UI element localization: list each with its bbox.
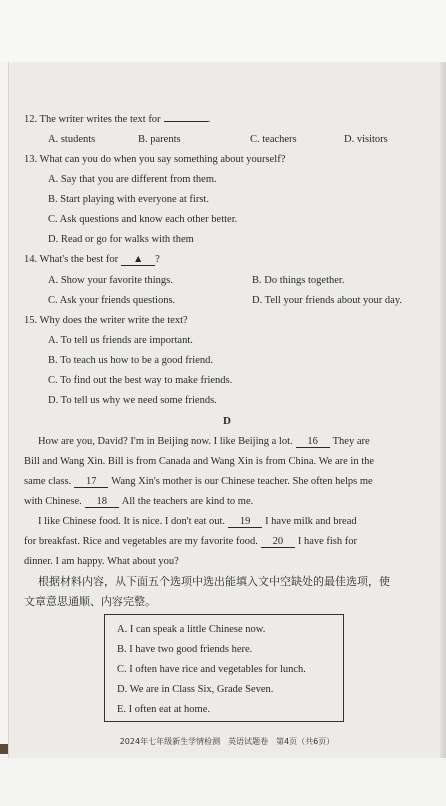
section-heading: D (223, 415, 231, 427)
passage-line: Bill and Wang Xin. Bill is from Canada and Wang Xin is from China. We are in the (24, 456, 375, 467)
blank-18: 18 (85, 496, 119, 508)
exam-page (8, 62, 446, 758)
option: A. Show your favorite things. (48, 275, 173, 286)
options-box (104, 614, 344, 722)
top-margin (0, 0, 446, 62)
option: C. Ask your friends questions. (48, 295, 176, 306)
question-13: 13. What can you do when you say something about yourself? (24, 154, 286, 165)
passage-line: How are you, David? I'm in Beijing now. I like Beijing a lot. 16 They are (38, 436, 370, 447)
box-option-c: C. I often have rice and vegetables for lunch. (117, 664, 306, 675)
page-edge (440, 62, 446, 758)
option: B. To teach us how to be a good friend. (48, 355, 213, 366)
question-mark: ? (155, 254, 160, 265)
option: D. visitors (344, 134, 388, 145)
option: C. Ask questions and know each other better. (48, 214, 238, 225)
passage-line: for breakfast. Rice and vegetables are my favorite food. 20 I have fish for (24, 536, 358, 547)
blank-17: 17 (74, 476, 108, 488)
instruction-text: 根据材料内容，从下面五个选项中选出能填入文中空缺处的最佳选项，使 (38, 575, 390, 588)
question-15: 15. Why does the writer write the text? (24, 315, 188, 326)
question-14 (24, 253, 160, 266)
option: B. Do things together. (252, 275, 345, 286)
box-option-d: D. We are in Class Six, Grade Seven. (117, 684, 274, 695)
option: D. To tell us why we need some friends. (48, 395, 217, 406)
question-stem: 14. What's the best for (24, 254, 119, 265)
instruction-text: 文章意思通顺、内容完整。 (24, 595, 156, 608)
option: C. teachers (250, 134, 297, 145)
option: A. Say that you are different from them. (48, 174, 217, 185)
blank-20: 20 (261, 536, 295, 548)
passage-line: dinner. I am happy. What about you? (24, 556, 179, 567)
box-option-e: E. I often eat at home. (117, 704, 211, 715)
option: D. Read or go for walks with them (48, 234, 194, 245)
box-option-a: A. I can speak a little Chinese now. (117, 624, 266, 635)
page-footer: 2024年七年级新生学情检测 英语试题卷 第4页（共6页） (119, 737, 335, 746)
triangle-blank: ▲ (121, 254, 155, 266)
option: A. To tell us friends are important. (48, 335, 193, 346)
blank-19: 19 (228, 516, 262, 528)
bottom-margin (0, 758, 446, 806)
question-stem: 12. The writer writes the text for (24, 114, 161, 125)
option: B. parents (138, 134, 181, 145)
passage-line: with Chinese. 18 All the teachers are kind to me. (24, 496, 254, 507)
option: D. Tell your friends about your day. (252, 295, 403, 306)
passage-line: I like Chinese food. It is nice. I don't eat out. 19 I have milk and bread (38, 516, 357, 527)
option: B. Start playing with everyone at first. (48, 194, 209, 205)
answer-blank (164, 112, 208, 122)
box-option-b: B. I have two good friends here. (117, 644, 253, 655)
option: A. students (48, 134, 96, 145)
blank-16: 16 (296, 436, 330, 448)
question-12: 12. The writer writes the text for . (24, 114, 211, 125)
passage-line: same class. 17 Wang Xin's mother is our Chinese teacher. She often helps me (24, 476, 373, 487)
option: C. To find out the best way to make friends. (48, 375, 233, 386)
